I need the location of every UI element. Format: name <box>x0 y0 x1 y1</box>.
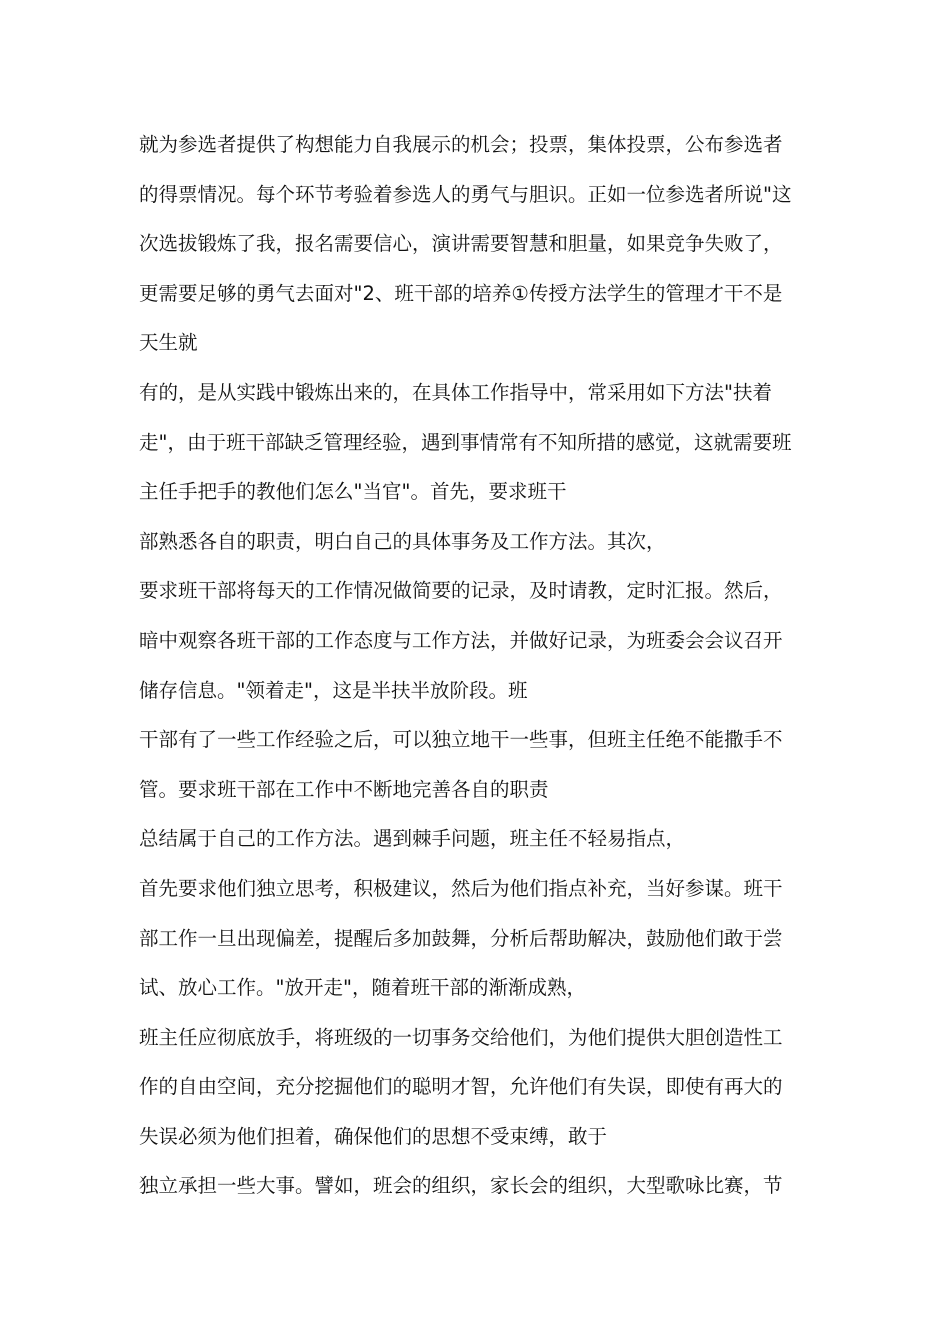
text-line: 的得票情况。每个环节考验着参选人的勇气与胆识。正如一位参选者所说"这 <box>139 182 792 206</box>
text-line: 独立承担一些大事。譬如，班会的组织，家长会的组织，大型歌咏比赛，节 <box>139 1174 783 1198</box>
text-line: 总结属于自己的工作方法。遇到棘手问题，班主任不轻易指点， <box>139 827 686 851</box>
text-line: 干部有了一些工作经验之后，可以独立地干一些事，但班主任绝不能撒手不 <box>139 728 783 752</box>
text-line: 失误必须为他们担着，确保他们的思想不受束缚，敢于 <box>139 1124 608 1148</box>
text-line: 就为参选者提供了构想能力自我展示的机会；投票，集体投票，公布参选者 <box>139 133 783 156</box>
text-line: 有的，是从实践中锻炼出来的，在具体工作指导中，常采用如下方法"扶着 <box>139 380 772 404</box>
text-line: 要求班干部将每天的工作情况做简要的记录，及时请教，定时汇报。然后， <box>139 579 783 603</box>
text-line: 作的自由空间，充分挖掘他们的聪明才智，允许他们有失误，即使有再大的 <box>139 1075 783 1099</box>
text-line: 走"，由于班干部缺乏管理经验，遇到事情常有不知所措的感觉，这就需要班 <box>139 430 792 454</box>
text-line: 天生就 <box>139 331 198 355</box>
text-line: 更需要足够的勇气去面对"2、班干部的培养①传授方法学生的管理才干不是 <box>139 281 783 305</box>
text-line: 次选拔锻炼了我，报名需要信心，演讲需要智慧和胆量，如果竞争失败了， <box>139 232 783 256</box>
text-line: 部工作一旦出现偏差，提醒后多加鼓舞，分析后帮助解决，鼓励他们敢于尝 <box>139 926 783 950</box>
text-line: 管。要求班干部在工作中不断地完善各自的职责 <box>139 777 549 801</box>
text-line: 首先要求他们独立思考，积极建议，然后为他们指点补充，当好参谋。班干 <box>139 876 783 900</box>
body-text <box>139 120 829 1211</box>
text-line: 班主任应彻底放手，将班级的一切事务交给他们，为他们提供大胆创造性工 <box>139 1025 783 1049</box>
text-line: 暗中观察各班干部的工作态度与工作方法，并做好记录，为班委会会议召开 <box>139 628 783 652</box>
text-line: 试、放心工作。"放开走"，随着班干部的渐渐成熟， <box>139 976 586 1000</box>
text-line: 部熟悉各自的职责，明白自己的具体事务及工作方法。其次， <box>139 529 666 553</box>
text-line: 主任手把手的教他们怎么"当官"。首先，要求班干 <box>139 480 567 504</box>
text-line: 储存信息。"领着走"，这是半扶半放阶段。班 <box>139 678 528 702</box>
